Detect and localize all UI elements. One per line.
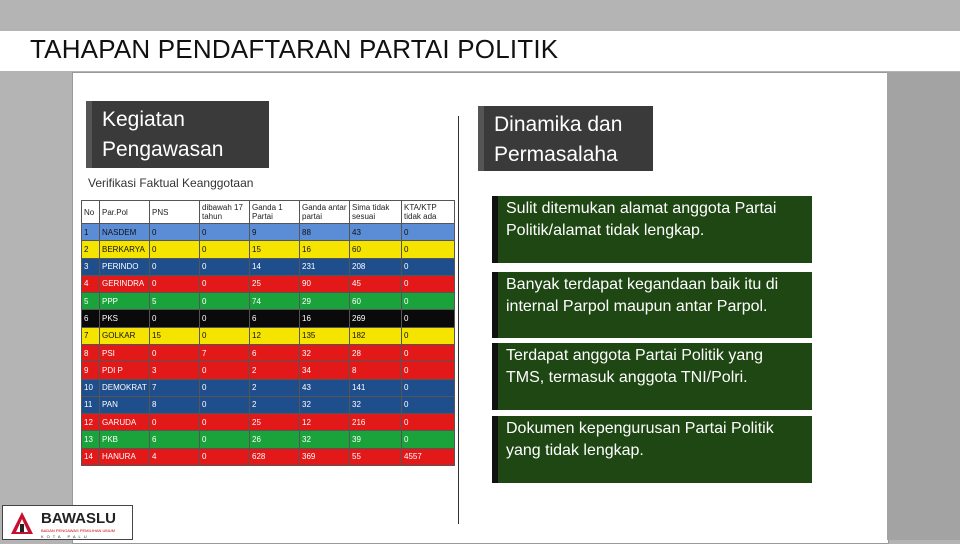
table-cell: 6 xyxy=(250,310,300,327)
table-cell: 32 xyxy=(300,344,350,361)
table-cell: 29 xyxy=(300,293,350,310)
table-cell: 13 xyxy=(82,431,100,448)
table-row xyxy=(82,293,455,310)
table-cell: 628 xyxy=(250,448,300,465)
table-cell: 3 xyxy=(150,362,200,379)
table-cell: 0 xyxy=(200,275,250,292)
table-cell: NASDEM xyxy=(100,224,150,241)
table-cell: 8 xyxy=(150,396,200,413)
table-cell: 0 xyxy=(200,293,250,310)
table-row xyxy=(82,224,455,241)
header-cell: Par.Pol xyxy=(100,201,150,224)
header-cell: dibawah 17 tahun xyxy=(200,201,250,224)
table-cell: 0 xyxy=(150,224,200,241)
table-cell: HANURA xyxy=(100,448,150,465)
table-cell: 34 xyxy=(300,362,350,379)
table-cell: PSI xyxy=(100,344,150,361)
table-cell: 0 xyxy=(200,258,250,275)
table-cell: 10 xyxy=(82,379,100,396)
table-cell: 32 xyxy=(300,431,350,448)
table-cell: 14 xyxy=(250,258,300,275)
table-cell: 269 xyxy=(350,310,402,327)
table-cell: 12 xyxy=(82,414,100,431)
table-cell: 2 xyxy=(250,379,300,396)
bawaslu-logo xyxy=(2,505,133,540)
table-cell: 43 xyxy=(350,224,402,241)
table-cell: PERINDO xyxy=(100,258,150,275)
table-cell: 0 xyxy=(200,310,250,327)
header-cell: Sima tidak sesuai xyxy=(350,201,402,224)
table-caption: Verifikasi Faktual Keanggotaan xyxy=(88,176,254,190)
table-cell: 135 xyxy=(300,327,350,344)
table-cell: 0 xyxy=(402,293,455,310)
table-cell: 0 xyxy=(402,431,455,448)
table-cell: 4 xyxy=(82,275,100,292)
table-cell: 0 xyxy=(402,379,455,396)
table-row xyxy=(82,241,455,258)
dinamika-header: Dinamika dan Permasalaha xyxy=(478,106,653,171)
table-cell: 3 xyxy=(82,258,100,275)
issue-card-documents: Dokumen kepengurusan Partai Politik yang tidak lengkap. xyxy=(492,416,812,483)
table-cell: 0 xyxy=(402,275,455,292)
table-header-row xyxy=(82,201,455,224)
table-cell: 7 xyxy=(82,327,100,344)
table-cell: 4 xyxy=(150,448,200,465)
table-cell: 0 xyxy=(402,241,455,258)
table-cell: 32 xyxy=(350,396,402,413)
table-cell: 5 xyxy=(82,293,100,310)
table-row xyxy=(82,258,455,275)
table-cell: 7 xyxy=(150,379,200,396)
table-cell: 4557 xyxy=(402,448,455,465)
table-cell: 0 xyxy=(150,414,200,431)
table-cell: 0 xyxy=(200,362,250,379)
table-cell: 14 xyxy=(82,448,100,465)
issue-card-tms: Terdapat anggota Partai Politik yang TMS, termasuk anggota TNI/Polri. xyxy=(492,343,812,410)
table-cell: 0 xyxy=(200,414,250,431)
table-cell: 6 xyxy=(250,344,300,361)
logo-subtitle: BADAN PENGAWAS PEMILIHAN UMUM xyxy=(41,528,115,533)
table-cell: GERINDRA xyxy=(100,275,150,292)
table-cell: 2 xyxy=(250,396,300,413)
table-row xyxy=(82,275,455,292)
table-cell: 1 xyxy=(82,224,100,241)
table-cell: 141 xyxy=(350,379,402,396)
table-cell: 0 xyxy=(200,431,250,448)
table-row xyxy=(82,396,455,413)
table-cell: 0 xyxy=(402,310,455,327)
header-cell: Ganda 1 Partai xyxy=(250,201,300,224)
issue-card-address: Sulit ditemukan alamat anggota Partai Politik/alamat tidak lengkap. xyxy=(492,196,812,263)
table-cell: 0 xyxy=(402,414,455,431)
table-cell: 43 xyxy=(300,379,350,396)
table-cell: 0 xyxy=(402,396,455,413)
table-row xyxy=(82,431,455,448)
table-cell: 39 xyxy=(350,431,402,448)
table-cell: 2 xyxy=(250,362,300,379)
table-cell: 0 xyxy=(200,241,250,258)
table-cell: 7 xyxy=(200,344,250,361)
right-margin xyxy=(887,72,960,540)
table-cell: 25 xyxy=(250,275,300,292)
table-cell: 16 xyxy=(300,310,350,327)
table-cell: 0 xyxy=(402,327,455,344)
table-row xyxy=(82,310,455,327)
table-cell: 16 xyxy=(300,241,350,258)
table-cell: 0 xyxy=(150,344,200,361)
table-cell: 9 xyxy=(250,224,300,241)
table-cell: PKS xyxy=(100,310,150,327)
table-cell: 5 xyxy=(150,293,200,310)
table-cell: PPP xyxy=(100,293,150,310)
table-cell: 12 xyxy=(250,327,300,344)
bawaslu-emblem-icon xyxy=(9,510,35,536)
table-cell: 231 xyxy=(300,258,350,275)
table-cell: 8 xyxy=(82,344,100,361)
table-cell: 32 xyxy=(300,396,350,413)
table-cell: 216 xyxy=(350,414,402,431)
table-row xyxy=(82,344,455,361)
table-cell: 60 xyxy=(350,293,402,310)
table-cell: 0 xyxy=(200,327,250,344)
table-cell: 12 xyxy=(300,414,350,431)
table-cell: 0 xyxy=(200,379,250,396)
table-cell: PAN xyxy=(100,396,150,413)
header-cell: No xyxy=(82,201,100,224)
table-cell: 15 xyxy=(150,327,200,344)
header-cell: Ganda antar partai xyxy=(300,201,350,224)
table-row xyxy=(82,448,455,465)
table-row xyxy=(82,327,455,344)
table-cell: 0 xyxy=(402,344,455,361)
issue-card-duplicates: Banyak terdapat kegandaan baik itu di internal Parpol maupun antar Parpol. xyxy=(492,272,812,338)
kegiatan-header: Kegiatan Pengawasan xyxy=(86,101,269,168)
table-cell: 0 xyxy=(402,362,455,379)
divider-line xyxy=(458,116,459,524)
table-cell: 90 xyxy=(300,275,350,292)
logo-name: BAWASLU xyxy=(41,510,116,527)
table-cell: 0 xyxy=(150,275,200,292)
table-cell: 2 xyxy=(82,241,100,258)
table-cell: 182 xyxy=(350,327,402,344)
table-cell: 369 xyxy=(300,448,350,465)
table-row xyxy=(82,379,455,396)
table-cell: 0 xyxy=(200,396,250,413)
table-cell: GOLKAR xyxy=(100,327,150,344)
table-cell: 6 xyxy=(82,310,100,327)
table-cell: 0 xyxy=(200,224,250,241)
verification-table xyxy=(81,200,455,466)
table-cell: 88 xyxy=(300,224,350,241)
table-cell: 0 xyxy=(402,224,455,241)
table-cell: 45 xyxy=(350,275,402,292)
table-cell: 208 xyxy=(350,258,402,275)
page-title: TAHAPAN PENDAFTARAN PARTAI POLITIK xyxy=(30,34,559,64)
table-cell: 9 xyxy=(82,362,100,379)
table-cell: 0 xyxy=(402,258,455,275)
table-cell: GARUDA xyxy=(100,414,150,431)
table-cell: 11 xyxy=(82,396,100,413)
table-cell: 8 xyxy=(350,362,402,379)
table-cell: 55 xyxy=(350,448,402,465)
header-cell: KTA/KTP tidak ada xyxy=(402,201,455,224)
table-cell: 26 xyxy=(250,431,300,448)
table-cell: 6 xyxy=(150,431,200,448)
logo-city: KOTA PALU xyxy=(41,534,90,539)
table-row xyxy=(82,414,455,431)
table-cell: BERKARYA xyxy=(100,241,150,258)
table-cell: 0 xyxy=(200,448,250,465)
table-cell: 0 xyxy=(150,258,200,275)
table-cell: PKB xyxy=(100,431,150,448)
table-cell: 0 xyxy=(150,241,200,258)
table-cell: 60 xyxy=(350,241,402,258)
table-cell: 15 xyxy=(250,241,300,258)
table-cell: 0 xyxy=(150,310,200,327)
table-row xyxy=(82,362,455,379)
table-cell: DEMOKRAT xyxy=(100,379,150,396)
header-cell: PNS xyxy=(150,201,200,224)
table-cell: 28 xyxy=(350,344,402,361)
table-cell: 74 xyxy=(250,293,300,310)
table-cell: 25 xyxy=(250,414,300,431)
table-cell: PDI P xyxy=(100,362,150,379)
